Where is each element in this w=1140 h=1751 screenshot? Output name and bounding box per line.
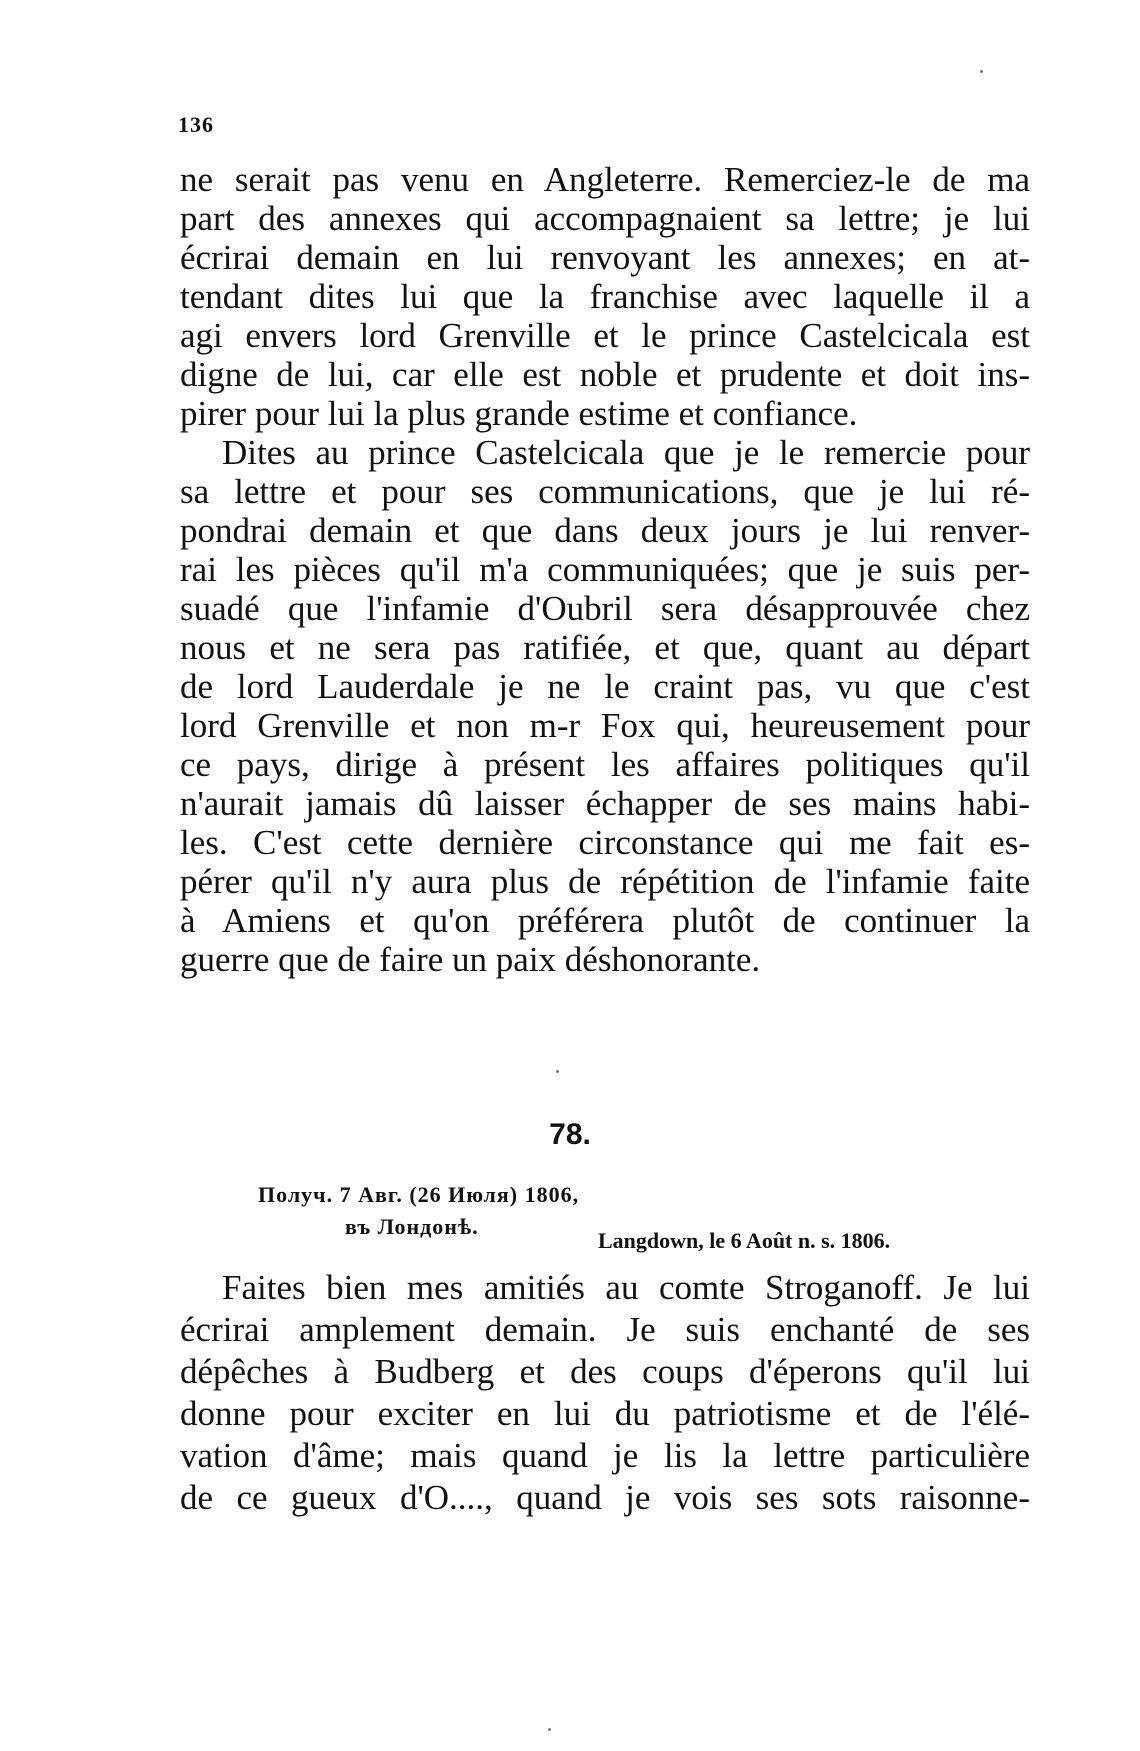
dateline: Langdown, le 6 Août n. s. 1806. — [598, 1228, 891, 1253]
scan-speck — [556, 1070, 559, 1073]
text-line: rai les pièces qu'il m'a communiquées; que je suis per- — [180, 550, 1030, 589]
text-line: guerre que de faire un paix déshonorante. — [180, 940, 761, 979]
text-line: écrirai amplement demain. Je suis enchanté de ses — [180, 1310, 1030, 1349]
text-line: vation d'âme; mais quand je lis la lettre particulière — [180, 1436, 1030, 1475]
text-line: dépêches à Budberg et des coups d'éperons qu'il lui — [180, 1352, 1030, 1391]
text-line: pirer pour lui la plus grande estime et confiance. — [180, 394, 858, 433]
page-number: 136 — [178, 112, 214, 137]
letter-number: 78. — [549, 1118, 591, 1151]
text-line: n'aurait jamais dû laisser échapper de ses mains habi- — [180, 784, 1030, 823]
text-line: tendant dites lui que la franchise avec laquelle il a — [180, 277, 1030, 316]
text-line: Dites au prince Castelcicala que je le remercie pour — [222, 433, 1030, 472]
scan-speck — [980, 70, 983, 73]
text-line: de ce gueux d'O...., quand je vois ses sots raisonne- — [180, 1478, 1030, 1517]
text-line: de lord Lauderdale je ne le craint pas, vu que c'est — [180, 667, 1030, 706]
text-line: donne pour exciter en lui du patriotisme et de l'élé- — [180, 1394, 1030, 1433]
text-line: part des annexes qui accompagnaient sa lettre; je lui — [180, 199, 1030, 238]
text-line: ne serait pas venu en Angleterre. Remerciez-le de ma — [180, 160, 1030, 199]
text-line: digne de lui, car elle est noble et prudente et doit ins- — [180, 355, 1030, 394]
received-note: Получ. 7 Авг. (26 Июля) 1806, — [258, 1182, 580, 1207]
text-line: lord Grenville et non m-r Fox qui, heureusement pour — [180, 706, 1030, 745]
text-line: Faites bien mes amitiés au comte Stroganoff. Je lui — [222, 1268, 1030, 1307]
text-line: les. C'est cette dernière circonstance qui me fait es- — [180, 823, 1030, 862]
text-line: suadé que l'infamie d'Oubril sera désapprouvée chez — [180, 589, 1030, 628]
received-place: въ Лондонѣ. — [345, 1214, 479, 1239]
scan-speck — [548, 1728, 551, 1731]
text-line: nous et ne sera pas ratifiée, et que, quant au départ — [180, 628, 1030, 667]
text-line: pondrai demain et que dans deux jours je lui renver- — [180, 511, 1030, 550]
text-line: à Amiens et qu'on préférera plutôt de continuer la — [180, 901, 1030, 940]
text-line: ce pays, dirige à présent les affaires politiques qu'il — [180, 745, 1030, 784]
text-line: sa lettre et pour ses communications, que je lui ré- — [180, 472, 1030, 511]
text-line: pérer qu'il n'y aura plus de répétition de l'infamie faite — [180, 862, 1030, 901]
text-line: écrirai demain en lui renvoyant les annexes; en at- — [180, 238, 1030, 277]
text-line: agi envers lord Grenville et le prince Castelcicala est — [180, 316, 1030, 355]
